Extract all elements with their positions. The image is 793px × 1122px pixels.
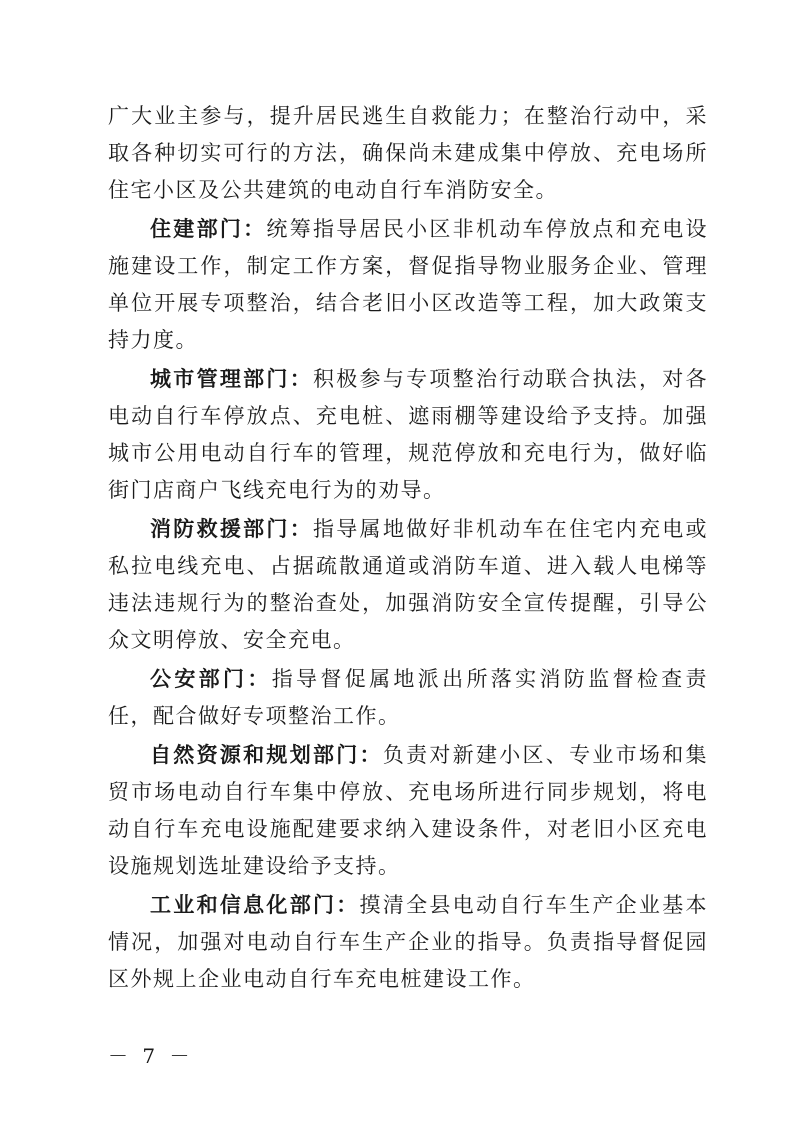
dept-heading: 住建部门： [150, 217, 267, 241]
dept-heading: 工业和信息化部门： [150, 893, 360, 917]
paragraph-housing-dept [108, 211, 708, 359]
paragraph-urban-management-dept [108, 361, 708, 509]
dept-heading: 自然资源和规划部门： [150, 743, 383, 767]
page-number: － 7 － [108, 1044, 194, 1068]
paragraph-text: 摸清全县电动自行车生产企业基本情况，加强对电动自行车生产企业的指导。负责指导督促园区外规上企业电动自行车充电桩建设工作。 [108, 893, 709, 991]
paragraph-text: 指导督促属地派出所落实消防监督检查责任，配合做好专项整治工作。 [108, 667, 709, 728]
paragraph-text: 指导属地做好非机动车在住宅内充电或私拉电线充电、占据疏散通道或消防车道、进入载人电梯等违法违规行为的整治查处，加强消防安全宣传提醒，引导公众文明停放、安全充电。 [108, 517, 709, 652]
document-body [108, 98, 708, 1000]
dept-heading: 消防救援部门： [150, 517, 313, 541]
paragraph-text: 积极参与专项整治行动联合执法，对各电动自行车停放点、充电桩、遮雨棚等建设给予支持。加强城市公用电动自行车的管理，规范停放和充电行为，做好临街门店商户飞线充电行为的劝导。 [108, 367, 709, 502]
paragraph-fire-rescue-dept [108, 511, 708, 659]
paragraph-text: 负责对新建小区、专业市场和集贸市场电动自行车集中停放、充电场所进行同步规划，将电动自行车充电设施配建要求纳入建设条件，对老旧小区充电设施规划选址建设给予支持。 [108, 743, 709, 878]
paragraph-intro-continuation [108, 98, 708, 209]
dept-heading: 公安部门： [150, 667, 272, 691]
dept-heading: 城市管理部门： [150, 367, 313, 391]
paragraph-text: 统筹指导居民小区非机动车停放点和充电设施建设工作，制定工作方案，督促指导物业服务企业、管理单位开展专项整治，结合老旧小区改造等工程，加大政策支持力度。 [108, 217, 709, 352]
paragraph-natural-resources-dept [108, 737, 708, 885]
paragraph-text: 广大业主参与，提升居民逃生自救能力；在整治行动中，采取各种切实可行的方法，确保尚未建成集中停放、充电场所住宅小区及公共建筑的电动自行车消防安全。 [108, 104, 708, 202]
paragraph-public-security-dept [108, 661, 708, 735]
paragraph-industry-it-dept [108, 887, 708, 998]
